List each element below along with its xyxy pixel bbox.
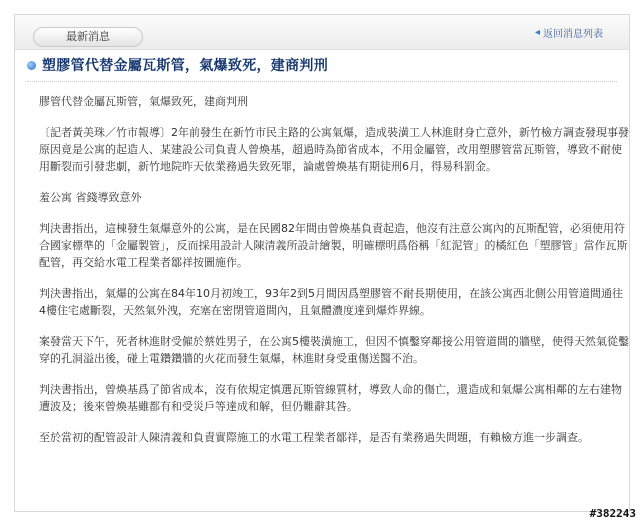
back-link-label: 返回消息列表 <box>543 29 603 40</box>
article-paragraph: 案發當天下午，死者林進財受僱於蔡姓男子，在公寓5樓裝潢施工，但因不慎鑿穿鄰接公用管道間的牆壁，使得天然氣從鑿穿的孔洞溢出後，碰上電鑽鑽牆的火花而發生氣爆，林進財身受重傷送醫不治。 <box>39 335 629 365</box>
article-title: 塑膠管代替金屬瓦斯管，氣爆致死，建商判刑 <box>42 58 328 74</box>
title-divider <box>27 81 617 82</box>
article-body <box>39 93 629 460</box>
back-to-list-link[interactable] <box>535 25 603 40</box>
article-paragraph: 判決書指出，這棟發生氣爆意外的公寓，是在民國82年間由曾煥基負責起造，他沒有注意公寓內的瓦斯配管，必須使用符合國家標準的「金屬製管」，反而採用設計人陳清義所設計繪製，明確標明爲俗稱「紅泥管」的橘紅色「塑膠管」當作瓦斯配管，再交給水電工程業者鄒祥按圖施作。 <box>39 222 628 269</box>
article-paragraph: 判決書指出，氣爆的公寓在84年10月初竣工，93年2到5月間因爲塑膠管不耐長期使用，在該公寓西北側公用管道間通往4樓住宅處斷裂，天然氣外洩，充塞在密閉管道間內，且氣體濃度達到爆炸界線。 <box>39 287 623 317</box>
latest-news-tab[interactable]: 最新消息 <box>33 27 143 47</box>
panel-header <box>15 15 629 50</box>
news-panel <box>14 14 630 512</box>
article-lead: 膠管代替金屬瓦斯管，氣爆致死，建商判刑 <box>39 95 248 108</box>
article-paragraph: 至於當初的配管設計人陳清義和負責實際施工的水電工程業者鄒祥，是否有業務過失問題，有賴檢方進一步調查。 <box>39 431 589 444</box>
article-title-row <box>27 55 328 75</box>
article-subheading: 羞公寓 省錢導致意外 <box>39 191 142 204</box>
back-arrow-icon: ◂ <box>534 27 540 38</box>
bullet-orb-icon <box>27 61 36 70</box>
article-paragraph: 〔記者黃美珠／竹市報導〕2年前發生在新竹市民主路的公寓氣爆，造成裝潢工人林進財身亡意外，新竹檢方調查發現事發原因竟是公寓的起造人、某建設公司負責人曾煥基，超過時為節省成本，不用金屬管，改用塑膠管當瓦斯管，導致不耐使用斷裂而引發悲劇，新竹地院昨天依業務過失致死罪，論處曾煥基有期徒刑6月，得易科罰金。 <box>39 126 629 173</box>
article-paragraph: 判決書指出，曾煥基爲了節省成本，沒有依規定慎選瓦斯管線質材，導致人命的傷亡，還造成和氣爆公寓相鄰的左右建物遭波及；後來曾煥基雖都有和受災戶等達成和解，但仍難辭其咎。 <box>39 383 622 413</box>
image-id-watermark: #382243 <box>589 507 636 520</box>
